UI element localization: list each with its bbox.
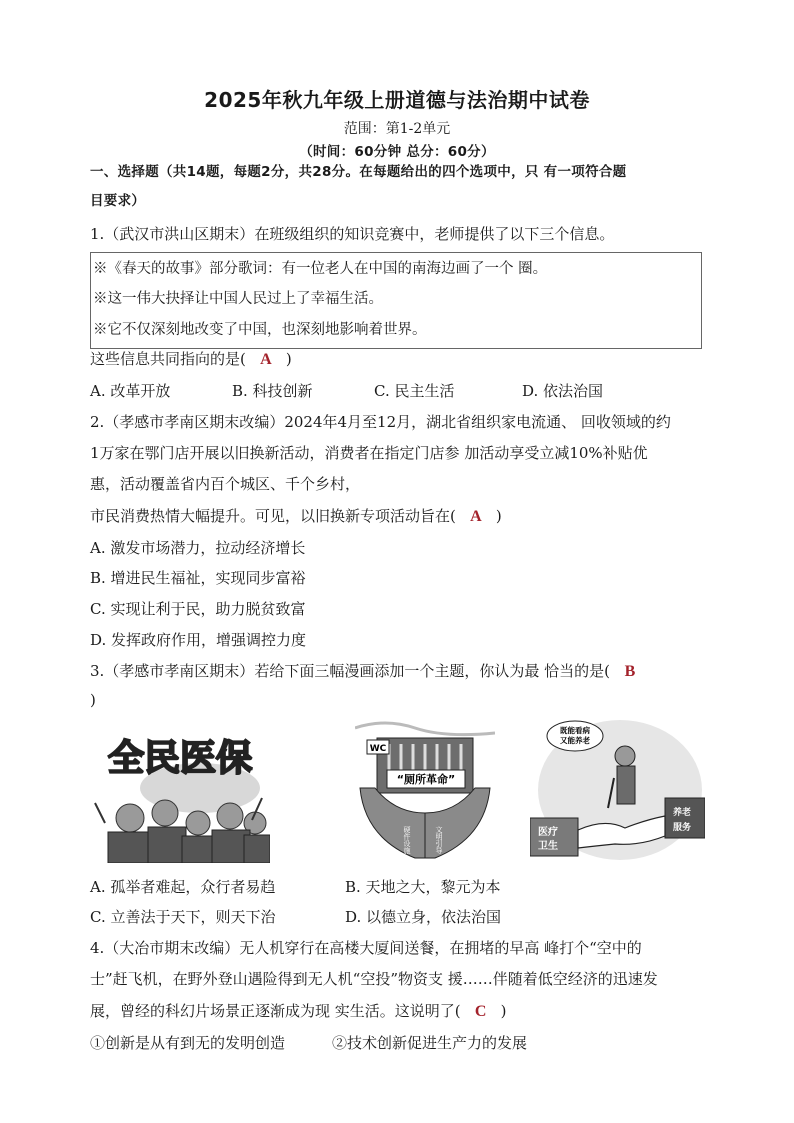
q3-stem	[90, 661, 650, 682]
q4-option-2: ②技术创新促进生产力的发展	[332, 1034, 528, 1052]
q4-ask-close: )	[500, 1002, 507, 1020]
q1-option-d: D. 依法治国	[522, 382, 604, 400]
q3-option-d: D. 以德立身，依法治国	[345, 908, 502, 926]
q1-info-3: ※它不仅深刻地改变了中国，也深刻地影响着世界。	[93, 322, 427, 338]
q3-answer: B	[624, 663, 636, 680]
img2-title: “厕所革命”	[396, 773, 456, 786]
section-heading: 一、选择题（共14题，每题2分，共28分。在每题给出的四个选项中，只 有一项符合题	[90, 164, 627, 180]
img3-left-label-1: 医疗	[538, 827, 558, 838]
q3-option-b: B. 天地之大，黎元为本	[345, 878, 501, 896]
exam-range: 范围：第1-2单元	[343, 121, 451, 137]
cartoon-toilet-revolution	[355, 718, 495, 863]
cartoon-medical-elderly-care	[530, 718, 705, 863]
q1-info-box	[90, 252, 702, 349]
q4-answer: C	[474, 1003, 487, 1020]
q2-ask-close: )	[495, 507, 502, 525]
q2-option-a: A. 激发市场潜力，拉动经济增长	[90, 539, 306, 557]
q1-option-c: C. 民主生活	[374, 382, 455, 400]
q3-stem-text: 3.（孝感市孝南区期末）若给下面三幅漫画添加一个主题，你认为最 恰当的是(	[90, 662, 610, 680]
q4-stem-1: 4.（大冶市期末改编）无人机穿行在高楼大厦间送餐，在拥堵的早高 峰打个“空中的	[90, 939, 642, 957]
q2-ask	[90, 506, 502, 527]
q1-option-a: A. 改革开放	[90, 382, 171, 400]
q1-ask-text: 这些信息共同指向的是(	[90, 350, 246, 368]
q4-ask-text: 展，曾经的科幻片场景正逐渐成为现 实生活。这说明了(	[90, 1002, 461, 1020]
q2-answer: A	[470, 508, 482, 525]
exam-meta: （时间：60分钟 总分：60分）	[299, 144, 495, 160]
img2-wc-tag: WC	[369, 744, 387, 754]
img3-left-label-2: 卫生	[538, 841, 558, 852]
q2-option-b: B. 增进民生福祉，实现同步富裕	[90, 569, 306, 587]
q2-stem-1: 2.（孝感市孝南区期末改编）2024年4月至12月，湖北省组织家电流通、 回收领域的约	[90, 413, 671, 431]
q1-answer: A	[260, 351, 272, 368]
q1-option-b: B. 科技创新	[232, 382, 313, 400]
q1-ask-close: )	[285, 350, 292, 368]
img3-right-label-2: 服务	[673, 823, 692, 833]
q1-ask	[90, 349, 292, 370]
img3-right-label-1: 养老	[673, 808, 692, 818]
q3-option-c: C. 立善法于天下，则天下治	[90, 908, 276, 926]
q2-ask-text: 市民消费热情大幅提升。可见，以旧换新专项活动旨在(	[90, 507, 456, 525]
q3-stem-close: )	[90, 691, 96, 709]
img3-bubble-2: 又能养老	[560, 736, 590, 745]
cartoon-universal-healthcare	[90, 728, 270, 863]
q2-stem-2: 1万家在鄂门店开展以旧换新活动，消费者在指定门店参 加活动享受立减10%补贴优	[90, 444, 648, 462]
img2-right-label: 文明引导	[435, 826, 443, 854]
q2-stem-3: 惠，活动覆盖省内百个城区、千个乡村，	[90, 475, 361, 493]
q3-option-a: A. 孤举者难起，众行者易趋	[90, 878, 276, 896]
img1-title: 全民医保	[107, 738, 253, 779]
q2-option-c: C. 实现让利于民，助力脱贫致富	[90, 600, 306, 618]
q4-option-1: ①创新是从有到无的发明创造	[90, 1034, 286, 1052]
q1-info-2: ※这一伟大抉择让中国人民过上了幸福生活。	[93, 291, 383, 307]
img2-left-label: 硬件设施	[403, 826, 411, 854]
q2-option-d: D. 发挥政府作用，增强调控力度	[90, 631, 307, 649]
page-title: 2025年秋九年级上册道德与法治期中试卷	[204, 88, 590, 112]
q4-stem-2: 士”赶飞机，在野外登山遇险得到无人机“空投”物资支 援……伴随着低空经济的迅速发	[90, 970, 658, 988]
q1-stem: 1.（武汉市洪山区期末）在班级组织的知识竞赛中，老师提供了以下三个信息。	[90, 225, 615, 243]
section-heading-cont: 目要求）	[90, 193, 146, 209]
img3-bubble-1: 既能看病	[560, 726, 590, 735]
q1-info-1: ※《春天的故事》部分歌词：有一位老人在中国的南海边画了一个 圈。	[93, 261, 548, 277]
q4-ask	[90, 1001, 506, 1022]
